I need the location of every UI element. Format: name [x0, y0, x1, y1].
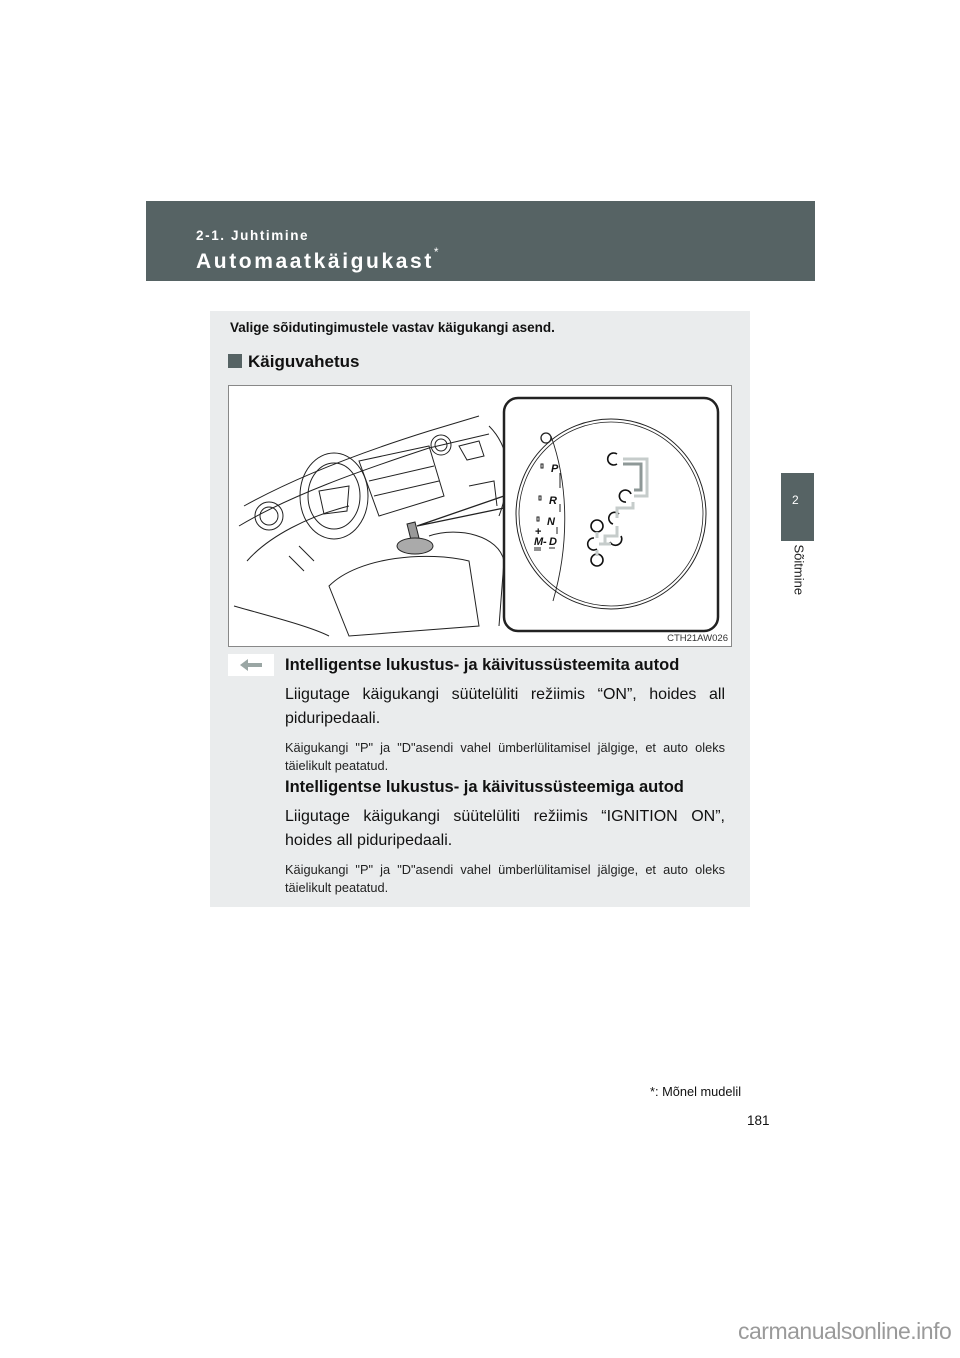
svg-text:+: + [535, 526, 542, 538]
chapter-number: 2 [792, 493, 799, 507]
svg-text:M: M [534, 536, 544, 548]
page-title [196, 245, 439, 274]
square-bullet-icon [228, 354, 242, 368]
block-heading: Intelligentse lukustus- ja käivitussüsteemita autod [285, 656, 680, 674]
block-instruction: Liigutage käigukangi süütelüliti režiimis “ON”, hoides all piduripedaali. [285, 686, 725, 727]
content-panel [210, 311, 750, 907]
block-with-smart-key [285, 777, 725, 897]
subheading [228, 352, 359, 372]
continue-arrow-box [228, 654, 274, 676]
block-note: Käigukangi "P" ja "D"asendi vahel ümberlülitamisel jälgige, et auto oleks täielikult peatatud. [285, 740, 725, 773]
chapter-tab[interactable] [781, 473, 814, 541]
page-title-text: Automaatkäigukast [196, 250, 434, 273]
figure-code: CTH21AW026 [667, 633, 728, 644]
section-label: 2-1. Juhtimine [196, 228, 310, 243]
model-footnote: *: Mõnel mudelil [650, 1084, 742, 1099]
svg-text:-: - [543, 536, 547, 548]
block-instruction: Liigutage käigukangi süütelüliti režiimis “IGNITION ON”, hoides all piduripedaali. [285, 808, 725, 849]
chapter-label: Sõitmine [791, 544, 807, 596]
block-heading: Intelligentse lukustus- ja käivitussüsteemiga autod [285, 778, 684, 796]
header-band [146, 201, 815, 281]
watermark-link[interactable]: carmanualsonline.info [738, 1318, 952, 1344]
block-note: Käigukangi "P" ja "D"asendi vahel ümberlülitamisel jälgige, et auto oleks täielikult peatatud. [285, 862, 725, 895]
page-number: 181 [747, 1113, 770, 1128]
shift-lever-illustration [228, 385, 732, 647]
car-interior-drawing [229, 386, 731, 646]
intro-text: Valige sõidutingimustele vastav käigukangi asend. [230, 320, 555, 335]
block-without-smart-key [285, 655, 725, 775]
svg-text:P: P [551, 463, 559, 475]
model-footnote-mark: * [433, 245, 439, 259]
subheading-text: Käiguvahetus [248, 352, 360, 371]
svg-text:R: R [549, 495, 557, 507]
chapter-label-container [788, 544, 808, 618]
svg-text:N: N [547, 516, 555, 528]
svg-text:D: D [549, 536, 557, 548]
left-arrow-icon [228, 654, 274, 676]
